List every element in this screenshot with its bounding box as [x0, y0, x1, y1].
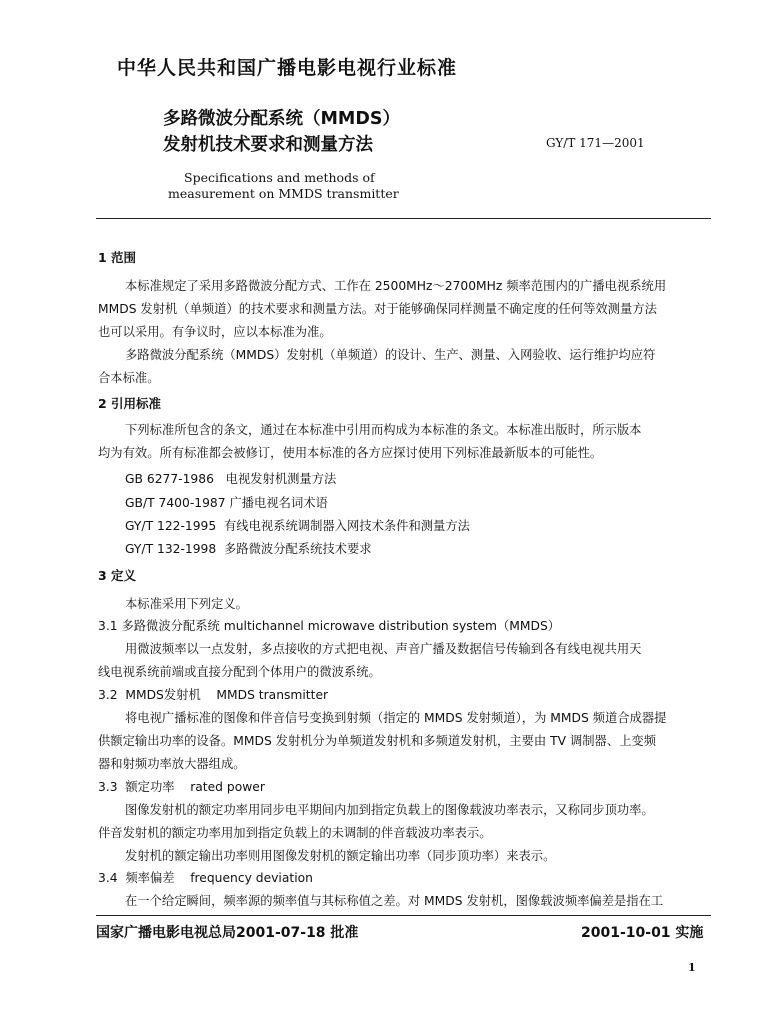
paragraph-line: 多路微波分配系统（MMDS）发射机（单频道）的设计、生产、测量、入网验收、运行维护均应符: [125, 348, 656, 362]
definition-title: 3.2 MMDS发射机 MMDS transmitter: [98, 688, 329, 702]
reference-item: GY/T 122-1995 有线电视系统调制器入网技术条件和测量方法: [125, 519, 470, 533]
section-heading-references: 2 引用标准: [98, 396, 162, 411]
approval-date: 国家广播电影电视总局2001-07-18 批准: [96, 925, 359, 941]
reference-item: GB 6277-1986 电视发射机测量方法: [125, 472, 337, 486]
reference-item: GY/T 132-1998 多路微波分配系统技术要求: [125, 542, 372, 556]
paragraph-line: 合本标准。: [98, 371, 160, 385]
paragraph-line: 本标准规定了采用多路微波分配方式、工作在 2500MHz～2700MHz 频率范围内的广播电视系统用: [125, 279, 667, 293]
standard-number: GY/T 171—2001: [546, 136, 645, 150]
paragraph-line: 均为有效。所有标准都会被修订，使用本标准的各方应探讨使用下列标准最新版本的可能性。: [98, 446, 603, 460]
definition-title: 3.4 频率偏差 frequency deviation: [98, 871, 313, 885]
paragraph-line: 下列标准所包含的条文，通过在本标准中引用而构成为本标准的条文。本标准出版时，所示版本: [125, 423, 642, 437]
paragraph-line: 线电视系统前端或直接分配到个体用户的微波系统。: [98, 665, 381, 679]
footer-divider: [96, 915, 711, 916]
paragraph-line: 本标准采用下列定义。: [125, 597, 248, 611]
section-heading-definitions: 3 定义: [98, 568, 137, 583]
paragraph-line: 供额定输出功率的设备。MMDS 发射机分为单频道发射机和多频道发射机，主要由 TV 调制器、上变频: [98, 734, 657, 748]
paragraph-line: 图像发射机的额定功率用同步电平期间内加到指定负载上的图像载波功率表示，又称同步顶功率。: [125, 803, 654, 817]
definition-title: 3.3 额定功率 rated power: [98, 780, 265, 794]
definition-title: 3.1 多路微波分配系统 multichannel microwave distribution system（MMDS）: [98, 619, 561, 633]
document-title-en-line1: Specifications and methods of: [184, 170, 375, 185]
paragraph-line: 将电视广播标准的图像和伴音信号变换到射频（指定的 MMDS 发射频道），为 MMDS 频道合成器提: [125, 711, 667, 725]
implementation-date: 2001-10-01 实施: [581, 925, 704, 941]
section-heading-scope: 1 范围: [98, 250, 137, 265]
page-number: 1: [688, 961, 696, 974]
document-title-cn-line1: 多路微波分配系统（MMDS）: [163, 109, 400, 129]
header-divider: [96, 218, 711, 219]
paragraph-line: MMDS 发射机（单频道）的技术要求和测量方法。对于能够确保同样测量不确定度的任何等效测量方法: [98, 302, 657, 316]
paragraph-line: 器和射频功率放大器组成。: [98, 757, 246, 771]
paragraph-line: 用微波频率以一点发射，多点接收的方式把电视、声音广播及数据信号传输到各有线电视共用天: [125, 642, 642, 656]
reference-item: GB/T 7400-1987 广播电视名词术语: [125, 496, 328, 510]
document-title-en-line2: measurement on MMDS transmitter: [168, 186, 399, 201]
paragraph-line: 发射机的额定输出功率则用图像发射机的额定输出功率（同步顶功率）来表示。: [125, 849, 556, 863]
standard-body-title: 中华人民共和国广播电影电视行业标准: [117, 57, 458, 79]
paragraph-line: 在一个给定瞬间，频率源的频率值与其标称值之差。对 MMDS 发射机，图像载波频率偏差是指在工: [125, 894, 664, 908]
paragraph-line: 也可以采用。有争议时，应以本标准为准。: [98, 325, 332, 339]
paragraph-line: 伴音发射机的额定功率用加到指定负载上的未调制的伴音载波功率表示。: [98, 826, 492, 840]
document-title-cn-line2: 发射机技术要求和测量方法: [163, 135, 373, 155]
